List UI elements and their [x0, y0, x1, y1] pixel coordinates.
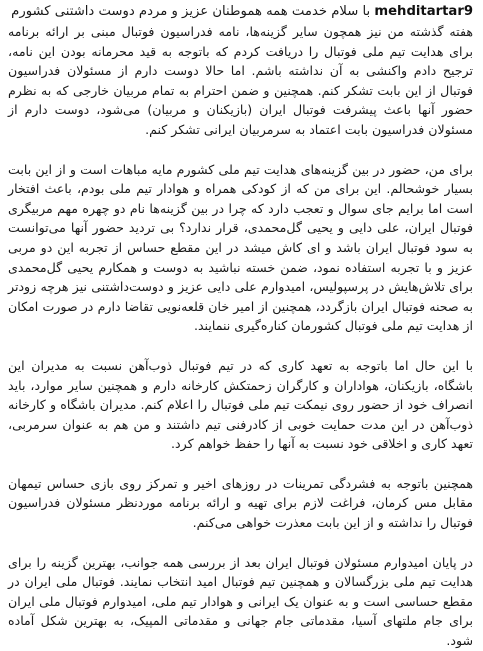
greeting-text: با سلام خدمت همه هموطنان عزیز و مردم دوست داشتنی کشورم [11, 4, 371, 19]
paragraph-4: همچنین باتوجه به فشردگی تمرینات در روزهای اخیر و تمرکز روی بازی حساس تیمهان مقابل مس کرمان، فراغت لازم برای تهیه و ارائه برنامه موردنظر مسئولان فدراسیون فوتبال را نداشته و از این بابت معذرت خواهی می‌کنم. [8, 475, 473, 531]
post-header-line [8, 2, 473, 22]
username[interactable]: mehditartar9 [374, 4, 473, 19]
paragraph-3: با این حال اما باتوجه به تعهد کاری که در تیم فوتبال ذوب‌آهن نسبت به مدیران این باشگاه، بازیکنان، هواداران و کارگران زحمتکش کارخانه دارم و همچنین سایر موارد، باید انصراف خود از حضور روی نیمکت تیم ملی فوتبال را اعلام کنم. مدیران باشگاه و کارخانه ذوب‌آهن در این مدت حمایت خوبی از کادرفنی تیم داشتند و من هم به عنوان سرمربی، تعهد کاری و اخلاقی خود نسبت به آنها را حفظ خواهم کرد. [8, 357, 473, 452]
paragraph-1: هفته گذشته من نیز همچون سایر گزینه‌ها، نامه فدراسیون فوتبال مبنی بر ارائه برنامه برای هدایت تیم ملی فوتبال را دریافت کردم که باتوجه به قید محرمانه بودن این نامه، ترجیح دادم واکنشی به آن نداشته باشم. اما حالا دوست دارم از مسئولان فدراسیون فوتبال از این بابت تشکر کنم. همچنین و ضمن احترام به تمام مربیان خارجی که به نظرم حضور آنها باعث پیشرفت فوتبال ایران (بازیکنان و مربیان) می‌شود، دوست دارم از مسئولان فدراسیون بابت اعتماد به سرمربیان ایرانی تشکر کنم. [8, 24, 473, 137]
paragraph-5: در پایان امیدوارم مسئولان فوتبال ایران بعد از بررسی همه جوانب، بهترین گزینه را برای هدایت تیم ملی بزرگسالان و همچنین تیم فوتبال امید انتخاب نمایند. فوتبال ملی ایران در مقطع حساسی است و به عنوان یک ایرانی و هوادار تیم ملی، امیدوارم فوتبال ملی ایران برای جام ملتهای آسیا، مقدماتی جام جهانی و مقدماتی المپیک، به بهترین شکل آماده شود. [8, 554, 473, 649]
paragraph-2: برای من، حضور در بین گزینه‌های هدایت تیم ملی کشورم مایه مباهات است و از این بابت بسیار خوشحالم. این برای من که از کودکی همراه و هوادار تیم ملی بودم، باعث افتخار است اما برایم جای سوال و تعجب دارد که چرا در بین گزینه‌ها نام دو چهره مهم مربیگری فوتبال ایران، علی دایی و یحیی گل‌محمدی، قرار ندارد؟ بی تردید حضور آنها می‌توانست به سود فوتبال ایران باشد و ای کاش میشد در این مقطع حساس از تجربه این دو مربی عزیز و با تجربه استفاده نمود، ضمن خسته نباشید به دوست و همکارم یحیی گل‌محمدی برای تلاش‌هایش در پرسپولیس، امیدوارم علی دایی عزیز و دوست‌داشتنی نیز هرچه زودتر به صحنه فوتبال ایران بازگردد، همچنین از امیر خان قلعه‌نویی تقاضا دارم در صورت امکان از هدایت تیم ملی فوتبال کشورمان کناره‌گیری ننمایند. [8, 161, 473, 334]
